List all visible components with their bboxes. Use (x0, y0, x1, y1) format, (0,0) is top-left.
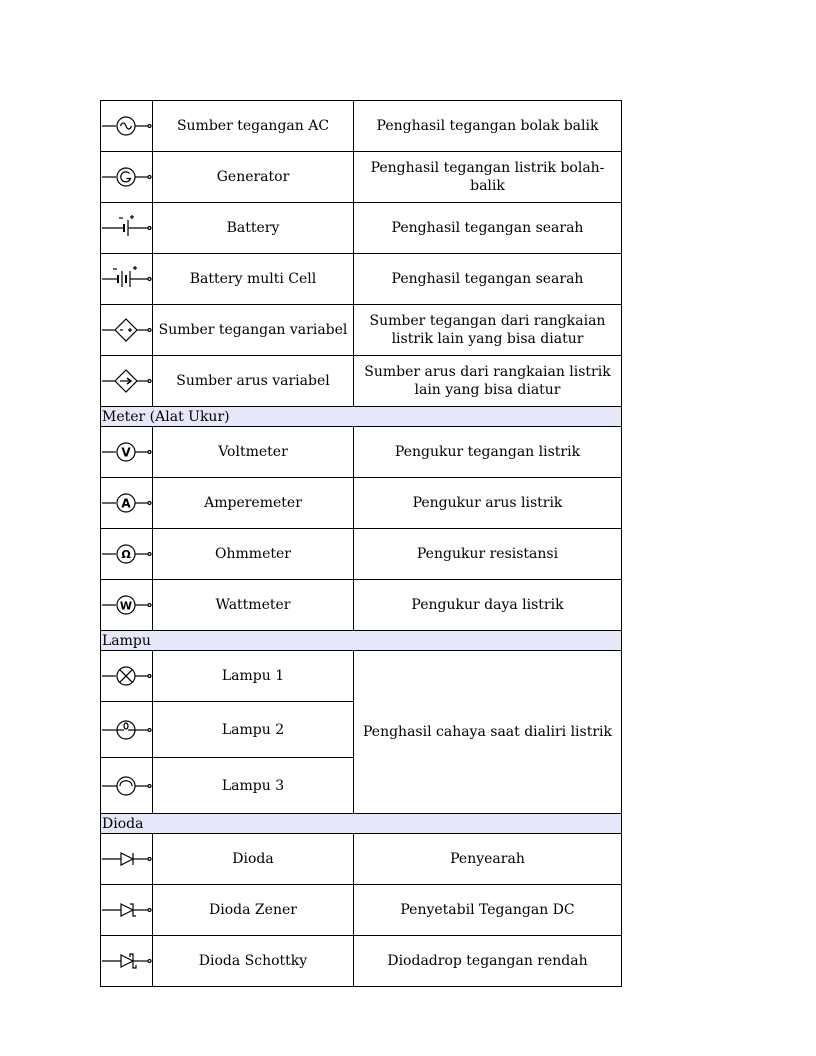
table-row (101, 356, 622, 407)
battery-icon (101, 203, 152, 253)
symbol-cell (101, 254, 153, 305)
component-description: Pengukur resistansi (354, 529, 622, 580)
meter-symbol: Ω (121, 548, 131, 561)
component-name: Voltmeter (153, 427, 354, 478)
section-title: Lampu (101, 631, 622, 651)
table-row (101, 529, 622, 580)
table-row (101, 580, 622, 631)
section-title: Dioda (101, 814, 622, 834)
symbol-cell (101, 580, 153, 631)
component-description: Penyearah (354, 834, 622, 885)
lamp-2-icon (101, 705, 152, 755)
schottky-diode-icon (101, 936, 152, 986)
component-description: Penghasil tegangan searah (354, 203, 622, 254)
component-name: Sumber tegangan variabel (153, 305, 354, 356)
component-name: Battery (153, 203, 354, 254)
symbol-cell (101, 101, 153, 152)
symbol-table (100, 100, 622, 987)
voltmeter-icon (101, 427, 152, 477)
component-name: Ohmmeter (153, 529, 354, 580)
component-description: Pengukur arus listrik (354, 478, 622, 529)
symbol-cell (101, 203, 153, 254)
section-title: Meter (Alat Ukur) (101, 407, 622, 427)
table-row (101, 152, 622, 203)
component-description: Penghasil cahaya saat dialiri listrik (354, 651, 622, 814)
component-name: Lampu 2 (153, 702, 354, 758)
table-row (101, 427, 622, 478)
section-header-row (101, 814, 622, 834)
meter-symbol: A (121, 496, 131, 511)
meter-symbol: V (121, 445, 131, 460)
table-row (101, 305, 622, 356)
table-row (101, 203, 622, 254)
wattmeter-icon (101, 580, 152, 630)
component-description: Pengukur daya listrik (354, 580, 622, 631)
component-description: Pengukur tegangan listrik (354, 427, 622, 478)
symbol-cell (101, 758, 153, 814)
table-row (101, 834, 622, 885)
symbol-cell (101, 305, 153, 356)
symbol-cell (101, 702, 153, 758)
table-row (101, 936, 622, 987)
component-name: Amperemeter (153, 478, 354, 529)
component-description: Penghasil tegangan bolak balik (354, 101, 622, 152)
symbol-cell (101, 356, 153, 407)
table-row (101, 254, 622, 305)
component-name: Wattmeter (153, 580, 354, 631)
component-name: Lampu 1 (153, 651, 354, 702)
diode-icon (101, 834, 152, 884)
component-name: Sumber arus variabel (153, 356, 354, 407)
symbol-cell (101, 529, 153, 580)
component-description: Penyetabil Tegangan DC (354, 885, 622, 936)
symbol-cell (101, 478, 153, 529)
component-name: Lampu 3 (153, 758, 354, 814)
component-description: Penghasil tegangan searah (354, 254, 622, 305)
symbol-cell (101, 651, 153, 702)
variable-voltage-source-icon (101, 305, 152, 355)
component-name: Battery multi Cell (153, 254, 354, 305)
amperemeter-icon (101, 478, 152, 528)
component-name: Generator (153, 152, 354, 203)
symbol-cell (101, 152, 153, 203)
component-name: Dioda (153, 834, 354, 885)
component-name: Sumber tegangan AC (153, 101, 354, 152)
table-row (101, 478, 622, 529)
section-header-row (101, 407, 622, 427)
symbol-cell (101, 885, 153, 936)
generator-icon (101, 152, 152, 202)
ac-source-icon (101, 101, 152, 151)
ohmmeter-icon (101, 529, 152, 579)
section-header-row (101, 631, 622, 651)
symbol-cell (101, 936, 153, 987)
table-row (101, 101, 622, 152)
component-description: Penghasil tegangan listrik bolah-balik (354, 152, 622, 203)
symbol-cell (101, 834, 153, 885)
variable-current-source-icon (101, 356, 152, 406)
table-row (101, 651, 622, 702)
component-description: Sumber tegangan dari rangkaian listrik lain yang bisa diatur (354, 305, 622, 356)
table-row (101, 885, 622, 936)
component-name: Dioda Schottky (153, 936, 354, 987)
meter-symbol: W (119, 599, 133, 613)
component-description: Sumber arus dari rangkaian listrik lain yang bisa diatur (354, 356, 622, 407)
battery-multi-cell-icon (101, 254, 152, 304)
component-name: Dioda Zener (153, 885, 354, 936)
lamp-1-icon (101, 651, 152, 701)
lamp-3-icon (101, 761, 152, 811)
component-description: Diodadrop tegangan rendah (354, 936, 622, 987)
zener-diode-icon (101, 885, 152, 935)
symbol-cell (101, 427, 153, 478)
